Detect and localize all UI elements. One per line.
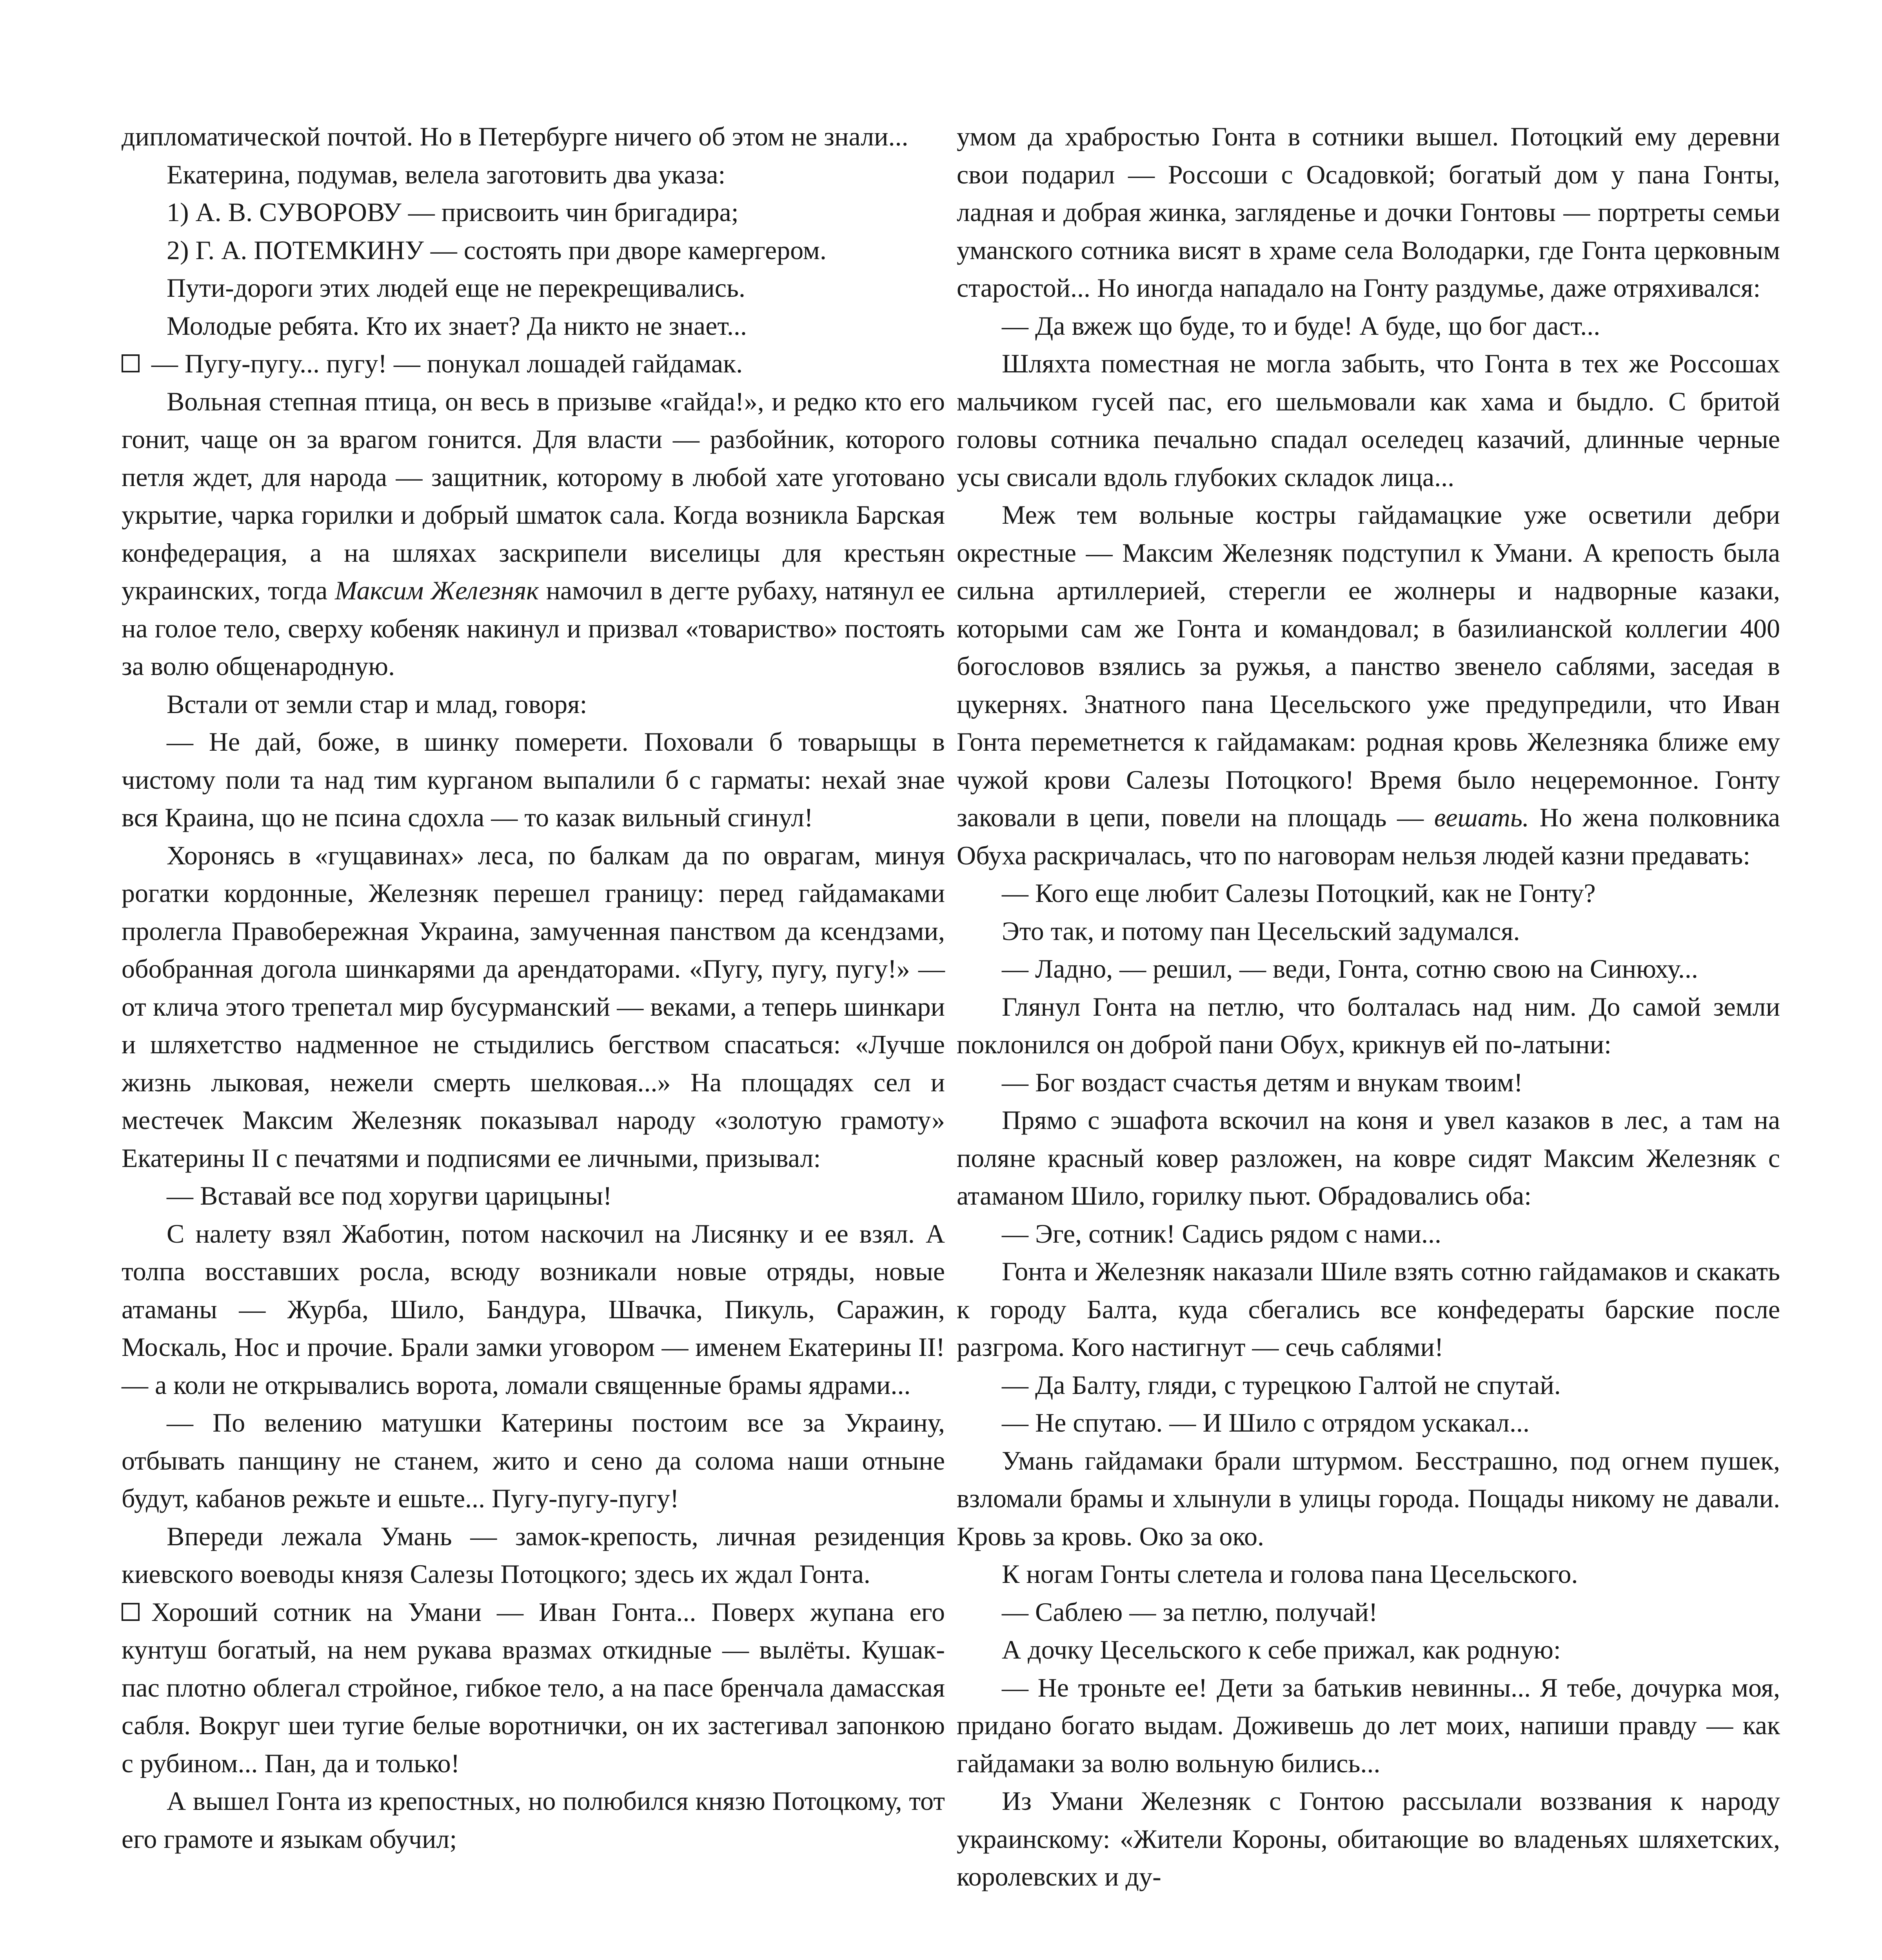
paragraph <box>957 1442 1780 1555</box>
paragraph <box>957 118 1780 307</box>
paragraph <box>122 1782 945 1858</box>
left-column <box>122 118 945 1858</box>
paragraph <box>957 1555 1780 1593</box>
paragraph <box>957 874 1780 912</box>
paragraph <box>122 1593 945 1782</box>
paragraph <box>957 1593 1780 1631</box>
paragraph <box>122 1215 945 1404</box>
paragraph-text: К ногам Гонты слетела и голова пана Цесельского. <box>1002 1559 1578 1589</box>
paragraph <box>957 307 1780 345</box>
paragraph-text: — Саблею — за петлю, получай! <box>1002 1597 1378 1627</box>
paragraph <box>122 1177 945 1215</box>
paragraph <box>957 1669 1780 1782</box>
paragraph-text: Глянул Гонта на петлю, что болталась над ним. До самой земли поклонился он доброй пани Обух, крикнув ей по-латыни: <box>957 991 1780 1059</box>
paragraph-text: Это так, и потому пан Цесельский задумался. <box>1002 916 1520 946</box>
paragraph-text: Встали от земли стар и млад, говоря: <box>167 689 587 719</box>
paragraph-text: — Эге, сотник! Садись рядом с нами... <box>1002 1218 1442 1249</box>
text-run: Вольная степная птица, он весь в призыве «гайда!», и редко кто его гонит, чаще он за врагом гонится. Для власти — разбойник, которого петля ждет, для народа — защитник, которому в любой хате уготовано укрытие, чарка горилки и добрый шматок сала. Когда возникла Барская конфедерация, а на шляхах заскрипели виселицы для крестьян украинских, тогда <box>122 386 945 605</box>
paragraph <box>957 345 1780 496</box>
paragraph <box>957 1101 1780 1215</box>
paragraph-text: — По велению матушки Катерины постоим все за Украину, отбывать панщину не станем, жито и сено да солома наши отныне будут, кабанов режьте и ешьте... Пугу-пугу-пугу! <box>122 1408 945 1513</box>
paragraph <box>957 1215 1780 1253</box>
italic-text: вешать. <box>1434 802 1529 832</box>
paragraph <box>957 988 1780 1063</box>
section-marker-icon <box>122 354 140 372</box>
paragraph-text: 1) А. В. СУВОРОВУ — присвоить чин бригадира; <box>167 197 739 227</box>
paragraph <box>957 1063 1780 1102</box>
paragraph-text: — Пугу-пугу... пугу! — понукал лошадей гайдамак. <box>151 348 743 378</box>
paragraph <box>122 269 945 307</box>
paragraph <box>957 912 1780 950</box>
paragraph-text: Впереди лежала Умань — замок-крепость, личная резиденция киевского воеводы князя Салезы Потоцкого; здесь их ждал Гонта. <box>122 1521 945 1589</box>
paragraph-text: — Кого еще любит Салезы Потоцкий, как не Гонту? <box>1002 878 1596 908</box>
paragraph-text: Гонта и Железняк наказали Шиле взять сотню гайдамаков и скакать к городу Балта, куда сбегались все конфедераты барские после разгрома. Кого настигнут — сечь саблями! <box>957 1256 1780 1362</box>
paragraph-text: А вышел Гонта из крепостных, но полюбился князю Потоцкому, тот его грамоте и языкам обучил; <box>122 1786 945 1854</box>
paragraph <box>122 193 945 231</box>
paragraph-text: — Бог воздаст счастья детям и внукам твоим! <box>1002 1067 1523 1097</box>
text-run: Но жена полковника Обуха раскричалась, что по наговорам нельзя людей казни предавать: <box>957 802 1780 870</box>
paragraph-text: — Вставай все под хоругви царицыны! <box>167 1181 612 1210</box>
paragraph-text: Прямо с эшафота вскочил на коня и увел казаков в лес, а там на поляне красный ковер разложен, на ковре сидят Максим Железняк с атаманом Шило, горилку пьют. Обрадовались оба: <box>957 1105 1780 1210</box>
paragraph-text: Хоронясь в «гущавинах» леса, по балкам да по оврагам, минуя рогатки кордонные, Железняк перешел границу: перед гайдамаками пролегла Правобережная Украина, замученная панством да ксендзами, обобранная догола шинкарями да арендаторами. «Пугу, пугу, пугу!» — от клича этого трепетал мир бусурманский — веками, а теперь шинкари и шляхетство надменное не стыдились бегством спасаться: «Лучше жизнь лыковая, нежели смерть шелковая...» На площадях сел и местечек Максим Железняк показывал народу «золотую грамоту» Екатерины II с печатями и подписями ее личными, призывал: <box>122 840 945 1173</box>
paragraph-text: Пути-дороги этих людей еще не перекрещивались. <box>167 273 746 303</box>
paragraph <box>122 231 945 269</box>
paragraph-text: А дочку Цесельского к себе прижал, как родную: <box>1002 1635 1561 1664</box>
italic-text: Максим Железняк <box>334 575 539 605</box>
paragraph-text: — Не троньте ее! Дети за батькив невинны... Я тебе, дочурка моя, придано богато выдам. Доживешь до лет моих, напиши правду — как гайдамаки за волю вольную бились... <box>957 1672 1780 1778</box>
paragraph <box>122 345 945 383</box>
paragraph-text: Умань гайдамаки брали штурмом. Бесстрашно, под огнем пушек, взломали брамы и хлынули в улицы города. Пощады никому не давали. Кровь за кровь. Око за око. <box>957 1445 1780 1551</box>
paragraph <box>122 723 945 837</box>
paragraph-text: — Да Балту, гляди, с турецкою Галтой не спутай. <box>1002 1370 1561 1400</box>
paragraph <box>122 307 945 345</box>
paragraph <box>122 118 945 156</box>
paragraph-text: — Да вжеж що буде, то и буде! А буде, що бог даст... <box>1002 310 1600 341</box>
paragraph <box>122 156 945 194</box>
paragraph <box>122 685 945 723</box>
paragraph-text: — Не спутаю. — И Шило с отрядом ускакал... <box>1002 1408 1530 1437</box>
paragraph-text: умом да храбростью Гонта в сотники вышел. Потоцкий ему деревни свои подарил — Россоши с Осадовкой; богатый дом у пана Гонты, ладная и добрая жинка, загляденье и дочки Гонтовы — портреты семьи уманского сотника висят в храме села Володарки, где Гонта церковным старостой... Но иногда нападало на Гонту раздумье, даже отряхивался: <box>957 122 1780 303</box>
section-marker-icon <box>122 1603 140 1621</box>
paragraph-text: — Ладно, — решил, — веди, Гонта, сотню свою на Синюху... <box>1002 954 1698 984</box>
paragraph-text: Шляхта поместная не могла забыть, что Гонта в тех же Россошах мальчиком гусей пас, его шельмовали как хама и быдло. С бритой головы сотника печально спадал оселедец казачий, длинные черные усы свисали вдоль глубоких складок лица... <box>957 348 1780 492</box>
text-run: Меж тем вольные костры гайдамацкие уже осветили дебри окрестные — Максим Железняк подступил к Умани. А крепость была сильна артиллерией, стерегли ее жолнеры и надворные казаки, которыми сам же Гонта и командовал; в базилианской коллегии 400 богословов взялись за ружья, а панство звенело саблями, заседая в цукернях. Знатного пана Цесельского уже предупредили, что Иван Гонта переметнется к гайдамакам: родная кровь Железняка ближе ему чужой крови Салезы Потоцкого! Время было нецеремонное. Гонту заковали в цепи, повели на площадь — <box>957 500 1780 832</box>
paragraph-text: дипломатической почтой. Но в Петербурге ничего об этом не знали... <box>122 122 908 151</box>
paragraph <box>957 1404 1780 1442</box>
paragraph <box>957 1252 1780 1366</box>
paragraph <box>957 950 1780 988</box>
paragraph <box>122 1404 945 1517</box>
paragraph-text: Екатерина, подумав, велела заготовить два указа: <box>167 159 726 189</box>
paragraph-text: Молодые ребята. Кто их знает? Да никто не знает... <box>167 310 747 341</box>
paragraph <box>122 837 945 1177</box>
text-run: намочил в дегте рубаху, натянул ее на голое тело, сверху кобеняк накинул и призвал «товариство» постоять за волю общенародную. <box>122 575 945 681</box>
paragraph-text: С налету взял Жаботин, потом наскочил на Лисянку и ее взял. А толпа восставших росла, всюду возникали новые отряды, новые атаманы — Журба, Шило, Бандура, Швачка, Пикуль, Саражин, Москаль, Нос и прочие. Брали замки уговором — именем Екатерины II! — а коли не открывались ворота, ломали священные брамы ядрами... <box>122 1218 945 1400</box>
right-column <box>957 118 1780 1896</box>
paragraph-text: Хороший сотник на Умани — Иван Гонта... Поверх жупана его кунтуш богатый, на нем рукава вразмах откидные — вылёты. Кушак-пас плотно облегал стройное, гибкое тело, а на пасе бренчала дамасская сабля. Вокруг шеи тугие белые воротнички, он их застегивал запонкою с рубином... Пан, да и только! <box>122 1597 945 1778</box>
paragraph-text: Из Умани Железняк с Гонтою рассылали воззвания к народу украинскому: «Жители Короны, обитающие во владеньях шляхетских, королевских и ду- <box>957 1786 1780 1891</box>
paragraph <box>957 1631 1780 1669</box>
paragraph <box>122 383 945 685</box>
paragraph-text: 2) Г. А. ПОТЕМКИНУ — состоять при дворе камергером. <box>167 235 827 265</box>
paragraph-text: — Не дай, боже, в шинку померети. Поховали б товарыщы в чистому поли та над тим курганом выпалили б с гарматы: нехай знае вся Краина, що не псина сдохла — то казак вильный сгинул! <box>122 727 945 832</box>
paragraph <box>957 496 1780 874</box>
paragraph <box>957 1366 1780 1404</box>
paragraph <box>957 1782 1780 1896</box>
paragraph <box>122 1517 945 1593</box>
